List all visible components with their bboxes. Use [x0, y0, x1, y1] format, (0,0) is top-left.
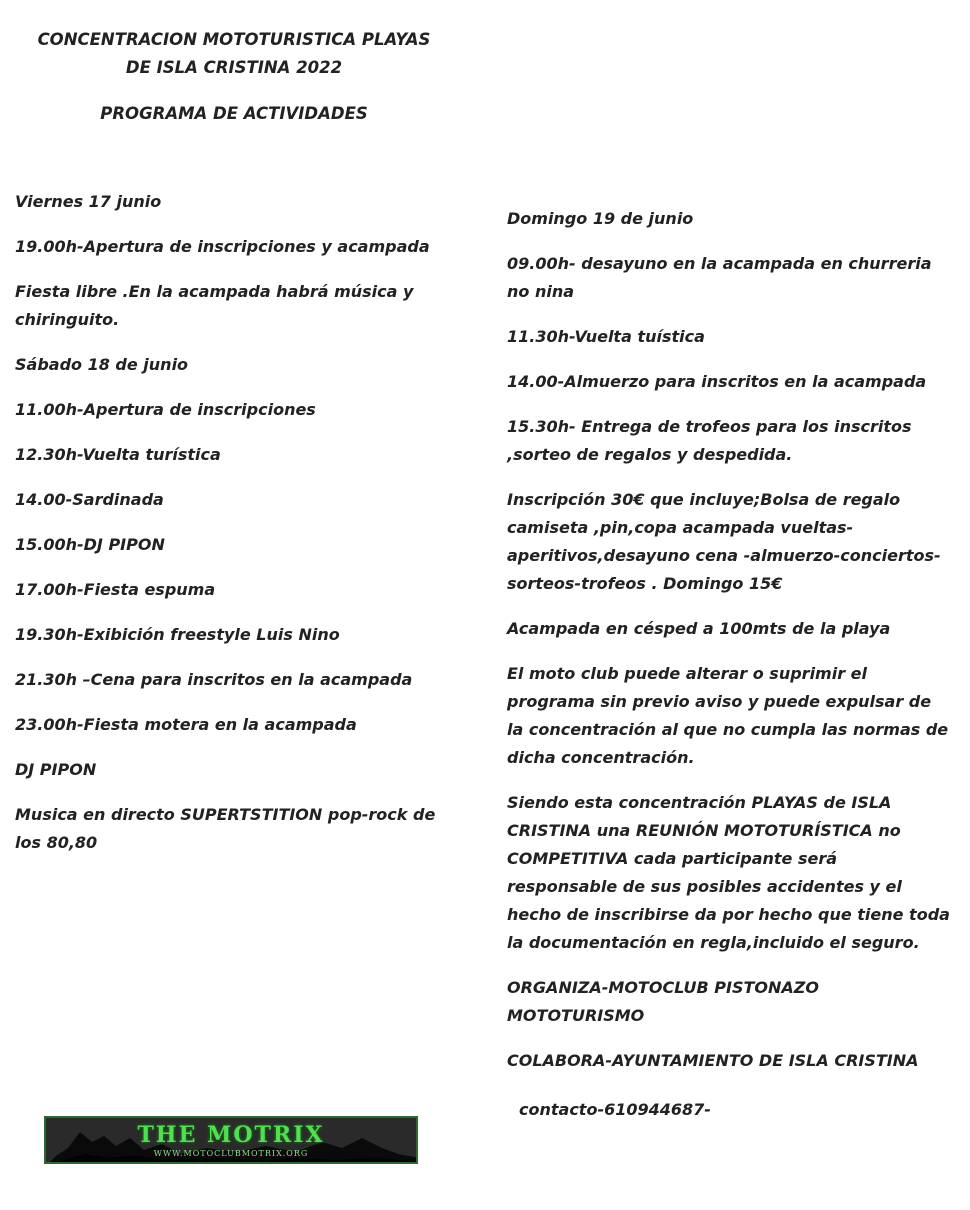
liability-notice: Siendo esta concentración PLAYAS de ISLA CRISTINA una REUNIÓN MOTOTURÍSTICA no COMPETITIVA cada participante será responsable de sus posibles accidentes y el hecho de inscribirse da por hecho que tiene toda la documentación en regla,incluido el seguro.	[507, 793, 950, 952]
disclaimer: El moto club puede alterar o suprimir el programa sin previo aviso y puede expulsar de la concentración al que no cumpla las normas de dicha concentración.	[507, 664, 949, 767]
schedule-item: 11.00h-Apertura de inscripciones	[15, 400, 316, 419]
schedule-item: 15.00h-DJ PIPON	[15, 535, 165, 554]
registration-info: Inscripción 30€ que incluye;Bolsa de regalo camiseta ,pin,copa acampada vueltas-aperitivos,desayuno cena -almuerzo-conciertos-sorteos-trofeos . Domingo 15€	[507, 490, 941, 593]
schedule-item: DJ PIPON	[15, 760, 97, 779]
motrix-logo	[44, 1116, 418, 1164]
day-heading-friday: Viernes 17 junio	[15, 192, 162, 211]
schedule-item: 11.30h-Vuelta tuística	[507, 327, 705, 346]
schedule-item: 17.00h-Fiesta espuma	[15, 580, 216, 599]
schedule-item: Fiesta libre .En la acampada habrá música y chiringuito.	[15, 282, 414, 329]
subtitle: PROGRAMA DE ACTIVIDADES	[100, 104, 368, 123]
schedule-item: 23.00h-Fiesta motera en la acampada	[15, 715, 357, 734]
schedule-item: 12.30h-Vuelta turística	[15, 445, 221, 464]
logo-url-text: WWW.MOTOCLUBMOTRIX.ORG	[153, 1149, 309, 1158]
collaborator: COLABORA-AYUNTAMIENTO DE ISLA CRISTINA	[507, 1051, 919, 1070]
schedule-item: Musica en directo SUPERTSTITION pop-rock de los 80,80	[15, 805, 436, 852]
schedule-item: 15.30h- Entrega de trofeos para los inscritos ,sorteo de regalos y despedida.	[507, 417, 912, 464]
camping-info: Acampada en césped a 100mts de la playa	[507, 619, 891, 638]
title	[14, 26, 454, 82]
organizer: ORGANIZA-MOTOCLUB PISTONAZO MOTOTURISMO	[507, 978, 819, 1025]
title-line-1: CONCENTRACION MOTOTURISTICA PLAYAS	[37, 30, 431, 49]
day-heading-saturday: Sábado 18 de junio	[15, 355, 189, 374]
schedule-item: 21.30h –Cena para inscritos en la acampada	[15, 670, 413, 689]
schedule-item: 19.30h-Exibición freestyle Luis Nino	[15, 625, 340, 644]
schedule-item: 14.00-Sardinada	[15, 490, 164, 509]
day-heading-sunday: Domingo 19 de junio	[507, 209, 694, 228]
document-header	[14, 26, 454, 128]
schedule-item: 14.00-Almuerzo para inscritos en la acampada	[507, 372, 927, 391]
contact-phone: contacto-610944687-	[519, 1100, 711, 1119]
left-column-schedule	[15, 188, 465, 874]
schedule-item: 19.00h-Apertura de inscripciones y acampada	[15, 237, 430, 256]
title-line-2: DE ISLA CRISTINA 2022	[125, 58, 343, 77]
right-column-schedule	[507, 205, 952, 1141]
schedule-item: 09.00h- desayuno en la acampada en churreria no nina	[507, 254, 932, 301]
logo-brand-text: THE MOTRIX	[137, 1122, 325, 1148]
